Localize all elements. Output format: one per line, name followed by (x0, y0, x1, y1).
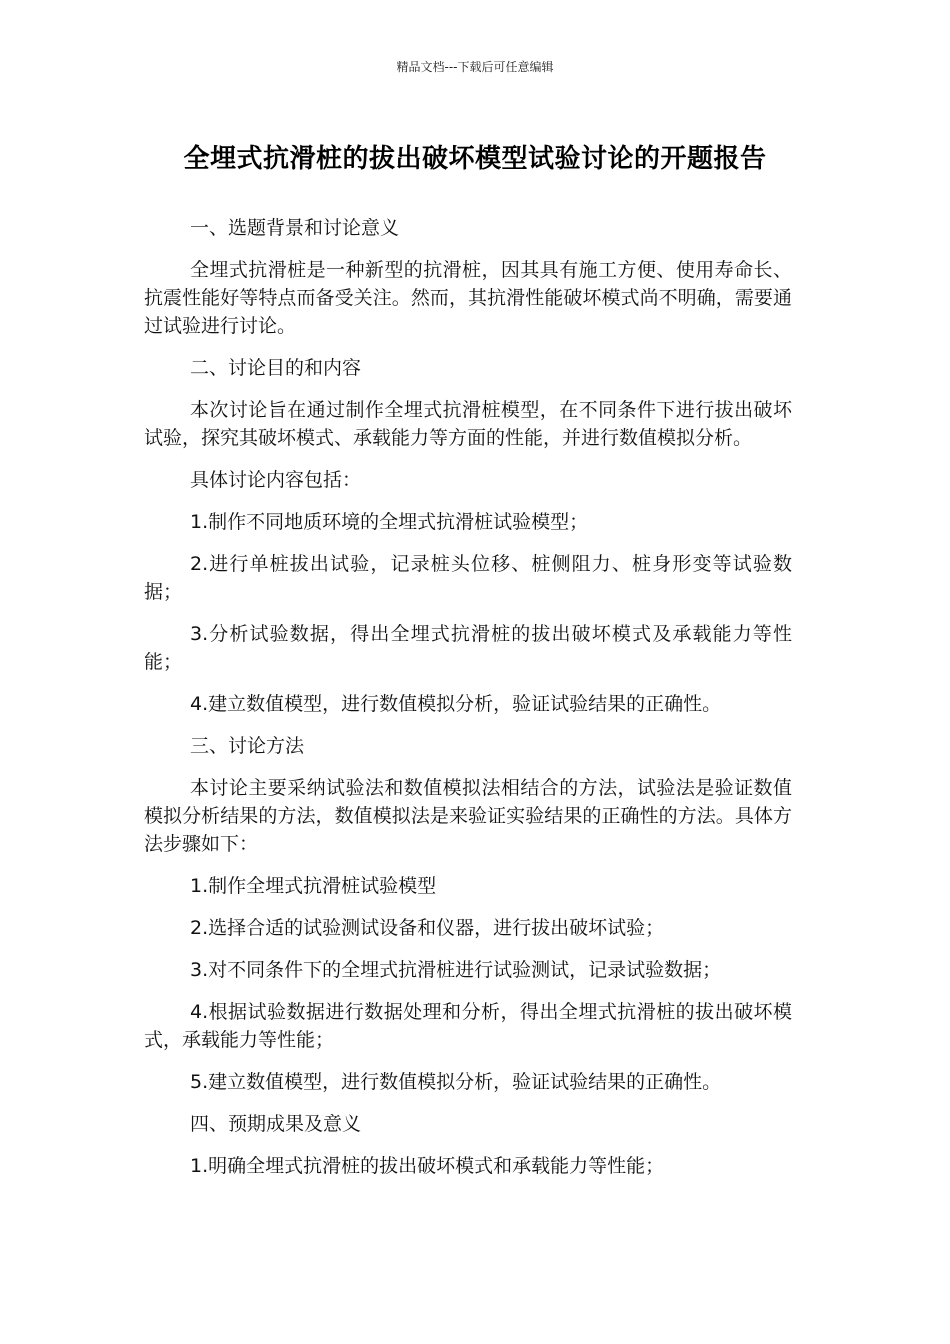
list-item-content-1: 1.制作不同地质环境的全埋式抗滑桩试验模型； (190, 511, 589, 533)
paragraph-method: 本讨论主要采纳试验法和数值模拟法相结合的方法，试验法是验证数值模拟分析结果的方法，数值模拟法是来验证实验结果的正确性的方法。具体方法步骤如下： (144, 777, 792, 855)
document-body (144, 214, 792, 1194)
list-item-outcome-1: 1.明确全埋式抗滑桩的拔出破坏模式和承载能力等性能； (190, 1155, 665, 1177)
list-item-method-4: 4.根据试验数据进行数据处理和分析，得出全埋式抗滑桩的拔出破坏模式，承载能力等性能； (144, 1001, 792, 1051)
list-item-method-5: 5.建立数值模型，进行数值模拟分析，验证试验结果的正确性。 (190, 1071, 722, 1093)
paragraph-background: 全埋式抗滑桩是一种新型的抗滑桩，因其具有施工方便、使用寿命长、抗震性能好等特点而备受关注。然而，其抗滑性能破坏模式尚不明确，需要通过试验进行讨论。 (144, 259, 792, 337)
section-heading-2: 二、讨论目的和内容 (190, 357, 362, 379)
list-item-content-2: 2.进行单桩拔出试验，记录桩头位移、桩侧阻力、桩身形变等试验数据； (144, 553, 792, 603)
section-heading-4: 四、预期成果及意义 (190, 1113, 362, 1135)
list-item-method-1: 1.制作全埋式抗滑桩试验模型 (190, 875, 437, 897)
page-header: 精品文档---下载后可任意编辑 (396, 60, 554, 74)
list-item-content-4: 4.建立数值模型，进行数值模拟分析，验证试验结果的正确性。 (190, 693, 722, 715)
section-heading-3: 三、讨论方法 (190, 735, 305, 757)
document-title: 全埋式抗滑桩的拔出破坏模型试验讨论的开题报告 (183, 144, 767, 174)
paragraph-purpose: 本次讨论旨在通过制作全埋式抗滑桩模型，在不同条件下进行拔出破坏试验，探究其破坏模式、承载能力等方面的性能，并进行数值模拟分析。 (144, 399, 792, 449)
list-item-method-2: 2.选择合适的试验测试设备和仪器，进行拔出破坏试验； (190, 917, 665, 939)
list-item-content-3: 3.分析试验数据，得出全埋式抗滑桩的拔出破坏模式及承载能力等性能； (144, 623, 792, 673)
list-item-method-3: 3.对不同条件下的全埋式抗滑桩进行试验测试，记录试验数据； (190, 959, 722, 981)
section-heading-1: 一、选题背景和讨论意义 (190, 217, 400, 239)
paragraph-content-intro: 具体讨论内容包括： (190, 469, 362, 491)
